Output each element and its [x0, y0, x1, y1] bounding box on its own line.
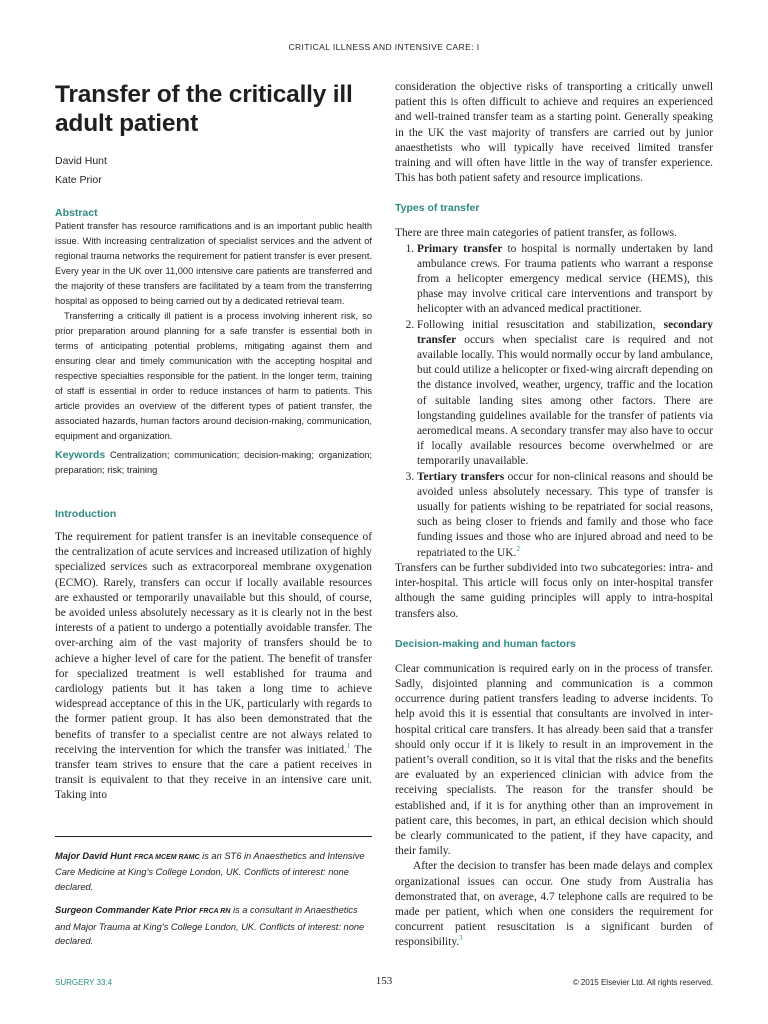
introduction-body-2: The transfer team strives to ensure that the care a patient receives in transit is equivalent to that they receive in an intensive care unit. Taking into [55, 743, 372, 802]
keywords-text: Centralization; communication; decision-making; organization; preparation; risk; training [55, 450, 372, 475]
bio-prior-name: Surgeon Commander Kate Prior [55, 905, 197, 916]
primary-transfer-text: to hospital is normally undertaken by land ambulance crews. For trauma patients who warrant a response from a helicopter emergency medical service (HEMS), this phase may involve critical care interventions and transport by helicopter with an advanced medical practitioner. [417, 242, 713, 316]
bio-hunt-credentials: FRCA MCEM RAMC [134, 853, 200, 861]
secondary-transfer-text: occurs when specialist care is required and not available locally. This would normally occur by land ambulance, but could utilize a helicopter or fixed-wing aircraft depending on the distance involved, weather, urgency, traffic and the location of suitable landing sites among other factors. There are longstanding guidelines available for the transfer of patients via aeromedical means. A secondary transfer may also have to occur if locally available resources become overwhelmed or are temporarily unavailable. [417, 333, 713, 468]
list-item-tertiary [417, 470, 713, 561]
list-item-primary [417, 242, 713, 318]
decision-heading: Decision-making and human factors [395, 637, 576, 650]
decision-paragraph-2 [395, 859, 713, 950]
author-2: Kate Prior [55, 174, 102, 186]
left-column [55, 80, 372, 949]
footer-page-number: 153 [375, 975, 393, 987]
bio-prior-credentials: FRCA RN [199, 908, 231, 916]
primary-transfer-term: Primary transfer [417, 242, 503, 255]
types-intro: There are three main categories of patient transfer, as follows. [395, 227, 677, 240]
bio-hunt-text: is an ST6 in Anaesthetics and Intensive Care Medicine at King’s College London, UK. Conflicts of interest: none declared. [55, 850, 365, 892]
bio-hunt-name: Major David Hunt [55, 850, 132, 861]
reference-1[interactable]: 1 [346, 742, 351, 751]
decision-paragraph-1: Clear communication is required early on in the process of transfer. Sadly, disjointed planning and communication is a common occurrence during patient transfers leading to adverse incidents. To help avoid this it is essential that consultants are involved in inter-hospital critical care transfers. It has already been said that a transfer should only occur if it is likely to result in an improvement in the patient’s overall condition, so it is vital that the risks and the benefits are evaluated by an experienced clinician with advice from the receiving specialists. The reason for the transfer should be established and, if it is for anything other than an improvement in patient care, this becomes, in part, an ethical decision which should be clearly communicated to the patient, if they have capacity, and their family. [395, 662, 713, 858]
bio-prior-text: is a consultant in Anaesthetics and Major Trauma at King’s College London, UK. Conflicts of interest: none declared. [55, 905, 365, 947]
bio-prior [55, 903, 372, 949]
footer-copyright: © 2015 Elsevier Ltd. All rights reserved. [572, 978, 713, 987]
bio-hunt [55, 849, 372, 895]
tertiary-transfer-term: Tertiary transfers [417, 470, 505, 483]
article-title: Transfer of the critically ill adult patient [55, 81, 353, 137]
right-column [395, 80, 713, 951]
reference-3[interactable]: 3 [459, 934, 463, 943]
types-after: Transfers can be further subdivided into two subcategories: intra- and inter-hospital. This article will focus only on inter-hospital transfer although the same guiding principles will apply to intra-hospital transfers also. [395, 561, 713, 620]
decision-paragraph-2-text: After the decision to transfer has been made delays and complex organizational issues can occur. One study from Australia has demonstrated that, on average, 4.7 telephone calls are required to be made per patient, which when one considers the requirement for concurrent patient resuscitation is a significant burden of responsibility. [395, 860, 713, 949]
running-header: CRITICAL ILLNESS AND INTENSIVE CARE: I [288, 42, 480, 52]
abstract-paragraph-2: Transferring a critically ill patient is a process involving inherent risk, so prior preparation around planning for a safe transfer is essential both in terms of anticipating potential problems, mitigating against them and ensuring clear and timely communication with the accepting hospital and respective specialties responsible for the patient. In the longer term, training of staff is essential in order to reduce instances of harm to patients. This article provides an overview of the different types of patient transfer, the associated hazards, human factors around decision-making, communication, equipment and organization. [55, 311, 372, 441]
transfer-types-list [395, 242, 713, 561]
introduction-heading: Introduction [55, 508, 117, 520]
introduction-body: The requirement for patient transfer is an inevitable consequence of the centralization of acute services and increased utilization of highly specialized services such as extracorporeal membrane oxygenation (ECMO). Rarely, transfers can occur if locally available resources are exhausted or temporarily unavailable but this should, of course, be avoided unless absolutely necessary as it is clearly not in the best interests of a patient to undergo a potentially avoidable transfer. The over-arching aim of the vast majority of transfers should be to achieve a higher level of care for the patient. The benefit of transfer for specialized treatment is well established for trauma and cardiology patients but it has taken a long time to achieve widespread acceptance of this in the UK, particularly with regards to the former patient group. It has also been demonstrated that the benefits of transfer to a specialist centre are not always related to receiving the intervention for which the transfer was initiated. [55, 531, 372, 756]
types-heading: Types of transfer [395, 202, 480, 215]
list-item-secondary [417, 318, 713, 470]
tertiary-transfer-text: occur for non-clinical reasons and should be avoided unless absolutely necessary. This type of transfer is usually for patients wishing to be repatriated for social reasons, such as being closer to friends and family and those who face funding issues and those who are injured abroad and need to be repatriated to the UK. [417, 470, 713, 559]
introduction-continued: consideration the objective risks of transporting a critically unwell patient this is often difficult to achieve and requires an experienced and well-trained transfer team as a starting point. Generally speaking in the UK the vast majority of transfers are carried out by junior anaesthetists who will typically have received limited transfer training and will often have little in the way of transfer experience. This has both patient safety and resource implications. [395, 81, 713, 185]
author-bios [55, 836, 372, 949]
secondary-transfer-term: secondary transfer [417, 318, 713, 346]
footer-journal: SURGERY 33:4 [55, 978, 113, 987]
abstract-heading: Abstract [55, 207, 98, 219]
keywords-label: Keywords [55, 449, 106, 461]
introduction-text [55, 530, 372, 804]
secondary-transfer-pre: Following initial resuscitation and stabilization, [417, 318, 664, 331]
reference-2[interactable]: 2 [516, 544, 520, 553]
abstract-paragraph-1: Patient transfer has resource ramifications and is an important public health issue. With increasing centralization of specialist services and the advent of regional trauma networks the requirement for patient transfer is ever present. Every year in the UK over 11,000 intensive care patients are transferred and the majority of these transfers are facilitated by a team from the transferring hospital as opposed to being carried out by a dedicated retrieval team. [55, 221, 372, 306]
keywords [55, 448, 372, 478]
author-1: David Hunt [55, 155, 107, 167]
